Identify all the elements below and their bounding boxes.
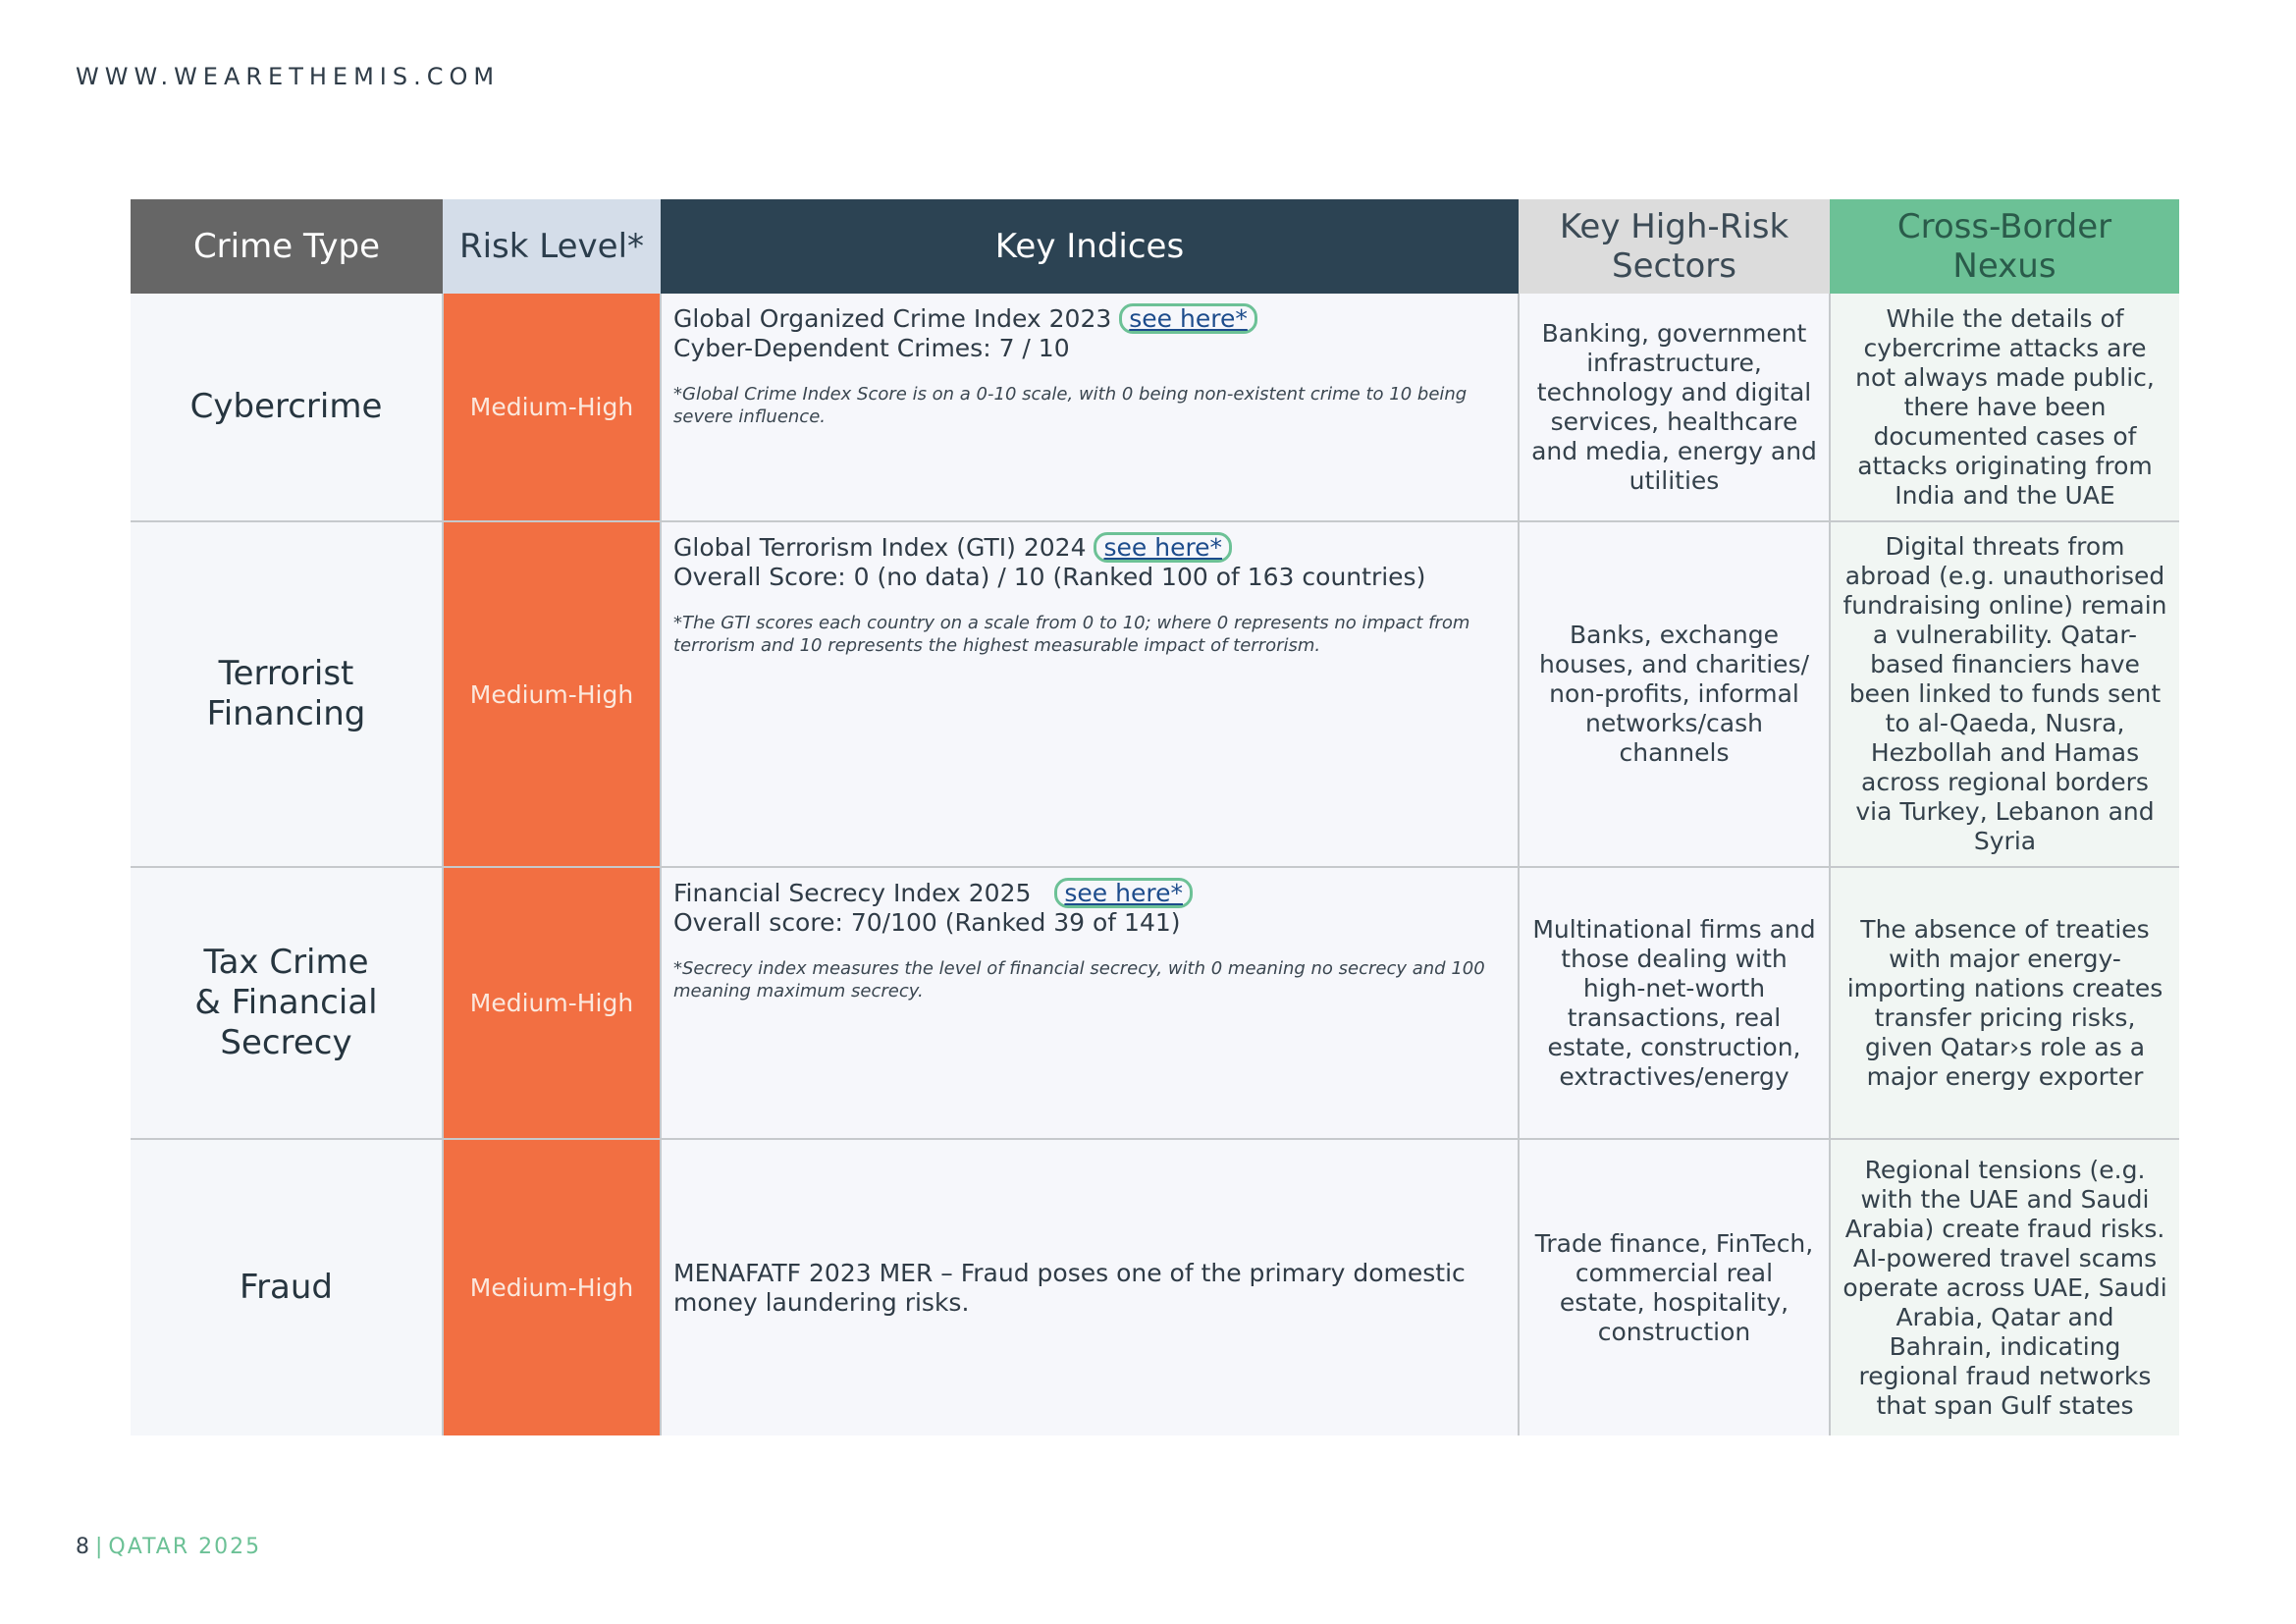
table-row-tax-crime [131, 867, 2179, 1139]
risk-level-cell: Medium-High [443, 521, 661, 867]
header-cross-border-nexus: Cross-Border Nexus [1830, 199, 2179, 294]
sectors-cell: Trade finance, FinTech, commercial real estate, hospitality, construction [1519, 1139, 1830, 1435]
index-text: MENAFATF 2023 MER – Fraud poses one of the primary domestic money laundering risks. [673, 1258, 1466, 1317]
nexus-cell: While the details of cybercrime attacks are not always made public, there have been documented cases of attacks originating from India and the UAE [1830, 294, 2179, 521]
table-row-cybercrime [131, 294, 2179, 521]
key-indices-cell [661, 867, 1519, 1139]
nexus-cell: Digital threats from abroad (e.g. unauthorised fundraising online) remain a vulnerability. Qatar-based financiers have been linked to funds sent to al-Qaeda, Nusra, Hezbollah and Hamas across regional borders via Turkey, Lebanon and Syria [1830, 521, 2179, 867]
page-number: 8 [76, 1535, 91, 1559]
page-footer [76, 1535, 261, 1559]
see-here-link[interactable]: see here* [1119, 303, 1257, 334]
crime-type-cell: Terrorist Financing [131, 521, 443, 867]
index-title: Financial Secrecy Index 2025 [673, 879, 1032, 907]
key-indices-cell [661, 294, 1519, 521]
header-key-indices: Key Indices [661, 199, 1519, 294]
see-here-link[interactable]: see here* [1054, 878, 1193, 908]
see-here-link[interactable]: see here* [1094, 532, 1232, 563]
crime-risk-table [131, 199, 2179, 1435]
crime-type-cell: Tax Crime & Financial Secrecy [131, 867, 443, 1139]
key-indices-cell [661, 1139, 1519, 1435]
risk-level-cell: Medium-High [443, 294, 661, 521]
key-indices-cell [661, 521, 1519, 867]
table-row-fraud [131, 1139, 2179, 1435]
document-title: QATAR 2025 [108, 1535, 262, 1559]
index-score: Overall score: 70/100 (Ranked 39 of 141) [673, 908, 1181, 937]
header-key-sectors: Key High-Risk Sectors [1519, 199, 1830, 294]
index-score: Cyber-Dependent Crimes: 7 / 10 [673, 334, 1070, 362]
index-title: Global Terrorism Index (GTI) 2024 [673, 533, 1087, 562]
nexus-cell: Regional tensions (e.g. with the UAE and Saudi Arabia) create fraud risks. AI-powered travel scams operate across UAE, Saudi Arabia, Qatar and Bahrain, indicating regional fraud networks that span Gulf states [1830, 1139, 2179, 1435]
index-note: *Global Crime Index Score is on a 0-10 scale, with 0 being non-existent crime to 10 being severe influence. [673, 384, 1468, 427]
header-risk-level: Risk Level* [443, 199, 661, 294]
index-title: Global Organized Crime Index 2023 [673, 304, 1112, 333]
index-note: *The GTI scores each country on a scale from 0 to 10; where 0 represents no impact from terrorism and 10 represents the highest measurable impact of terrorism. [673, 613, 1470, 656]
risk-level-cell: Medium-High [443, 1139, 661, 1435]
footer-separator: | [95, 1535, 105, 1559]
index-note: *Secrecy index measures the level of financial secrecy, with 0 meaning no secrecy and 100 meaning maximum secrecy. [673, 958, 1485, 1001]
sectors-cell: Multinational firms and those dealing with high-net-worth transactions, real estate, construction, extractives/energy [1519, 867, 1830, 1139]
header-crime-type: Crime Type [131, 199, 443, 294]
sectors-cell: Banks, exchange houses, and charities/ non-profits, informal networks/cash channels [1519, 521, 1830, 867]
crime-type-cell: Fraud [131, 1139, 443, 1435]
nexus-cell: The absence of treaties with major energy-importing nations creates transfer pricing risks, given Qatar›s role as a major energy exporter [1830, 867, 2179, 1139]
crime-type-cell: Cybercrime [131, 294, 443, 521]
site-url[interactable]: WWW.WEARETHEMIS.COM [76, 63, 501, 90]
index-score: Overall Score: 0 (no data) / 10 (Ranked 100 of 163 countries) [673, 563, 1426, 591]
table-row-terrorist-financing [131, 521, 2179, 867]
risk-level-cell: Medium-High [443, 867, 661, 1139]
sectors-cell: Banking, government infrastructure, technology and digital services, healthcare and media, energy and utilities [1519, 294, 1830, 521]
